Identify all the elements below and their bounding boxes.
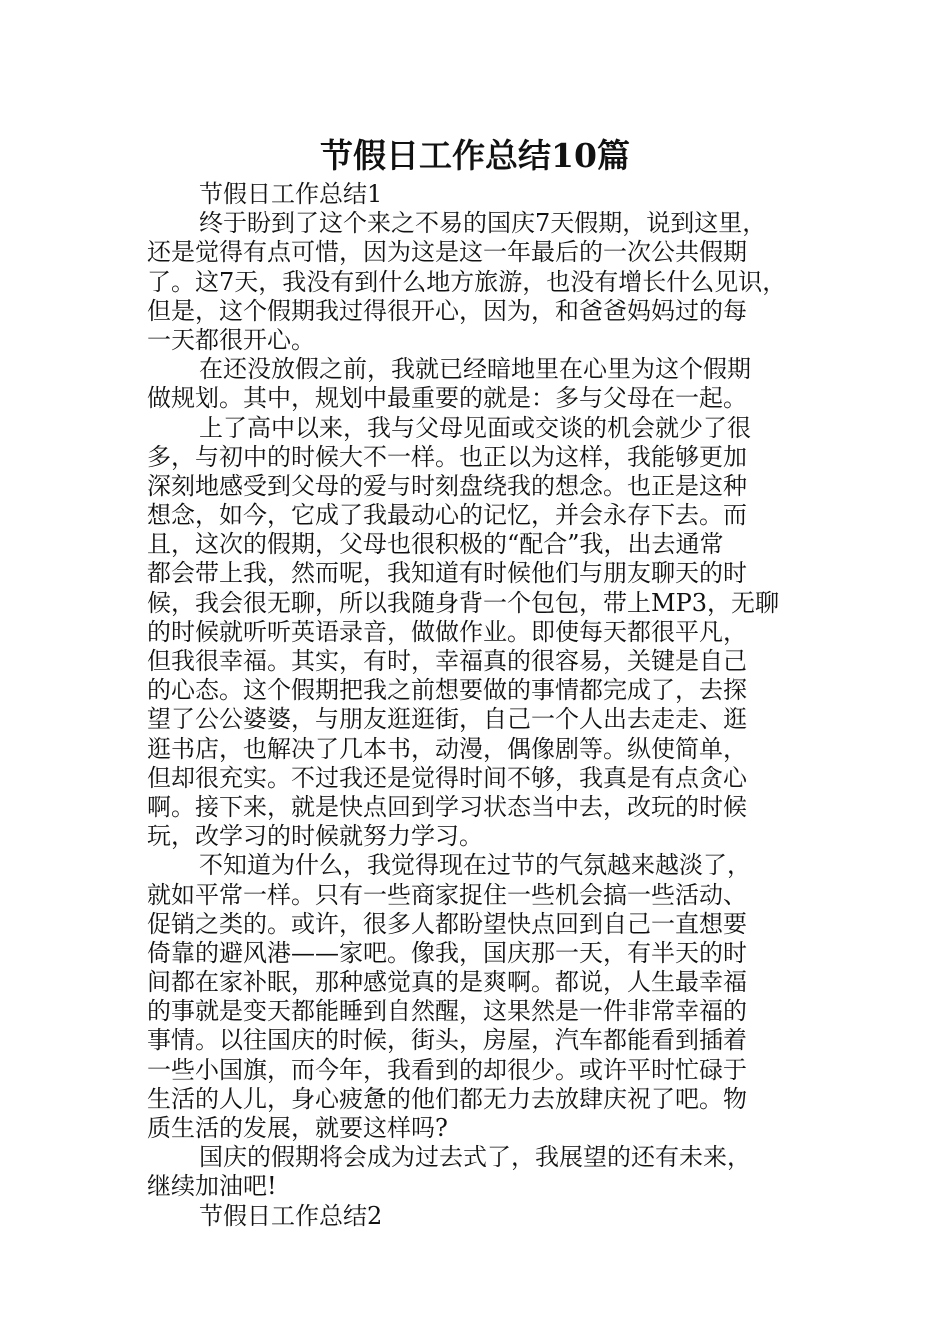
section-heading: 节假日工作总结2 <box>199 1201 383 1230</box>
text-line: 就如平常一样。只有一些商家捉住一些机会搞一些活动、 <box>147 880 747 909</box>
text-line: 事情。以往国庆的时候，街头，房屋，汽车都能看到插着 <box>147 1026 747 1055</box>
text-line: 但是，这个假期我过得很开心，因为，和爸爸妈妈过的每 <box>147 296 747 325</box>
text-line: 国庆的假期将会成为过去式了，我展望的还有未来， <box>199 1143 751 1172</box>
text-line: 逛书店，也解决了几本书，动漫，偶像剧等。纵使简单， <box>147 734 747 763</box>
text-line: 想念，如今，它成了我最动心的记忆，并会永存下去。而 <box>147 501 747 530</box>
text-line: 玩，改学习的时候就努力学习。 <box>147 822 483 851</box>
text-line: 的事就是变天都能睡到自然醒，这果然是一件非常幸福的 <box>147 997 747 1026</box>
text-line: 啊。接下来，就是快点回到学习状态当中去，改玩的时候 <box>147 792 747 821</box>
text-line: 继续加油吧! <box>147 1172 277 1201</box>
text-line: 望了公公婆婆，与朋友逛逛街，自己一个人出去走走、逛 <box>147 705 747 734</box>
text-line: 但却很充实。不过我还是觉得时间不够，我真是有点贪心 <box>147 763 747 792</box>
text-line: 促销之类的。或许，很多人都盼望快点回到自己一直想要 <box>147 909 747 938</box>
text-line: 都会带上我，然而呢，我知道有时候他们与朋友聊天的时 <box>147 559 747 588</box>
text-line: 做规划。其中，规划中最重要的就是：多与父母在一起。 <box>147 384 747 413</box>
text-line: 上了高中以来，我与父母见面或交谈的机会就少了很 <box>199 413 751 442</box>
text-line: 终于盼到了这个来之不易的国庆7天假期，说到这里， <box>199 209 767 238</box>
page-title: 节假日工作总结10篇 <box>320 136 630 175</box>
text-line: 多，与初中的时候大不一样。也正以为这样，我能够更加 <box>147 442 747 471</box>
section-heading: 节假日工作总结1 <box>199 180 383 208</box>
text-line: 在还没放假之前，我就已经暗地里在心里为这个假期 <box>199 355 751 384</box>
text-line: 深刻地感受到父母的爱与时刻盘绕我的想念。也正是这种 <box>147 471 747 500</box>
text-line: 了。这7天，我没有到什么地方旅游，也没有增长什么见识， <box>147 267 787 296</box>
text-line: 的心态。这个假期把我之前想要做的事情都完成了，去探 <box>147 676 747 705</box>
text-line: 但我很幸福。其实，有时，幸福真的很容易，关键是自己 <box>147 647 747 675</box>
text-line: 倚靠的避风港——家吧。像我，国庆那一天，有半天的时 <box>147 938 747 967</box>
text-line: 一些小国旗，而今年，我看到的却很少。或许平时忙碌于 <box>147 1055 747 1084</box>
text-line: 生活的人儿，身心疲惫的他们都无力去放肆庆祝了吧。物 <box>147 1084 747 1113</box>
document-body <box>147 180 817 1231</box>
text-line: 还是觉得有点可惜，因为这是这一年最后的一次公共假期 <box>147 238 747 267</box>
text-line: 且，这次的假期，父母也很积极的“配合”我，出去通常 <box>147 530 724 559</box>
text-line: 不知道为什么，我觉得现在过节的气氛越来越淡了， <box>199 851 751 880</box>
text-line: 间都在家补眠，那种感觉真的是爽啊。都说，人生最幸福 <box>147 968 747 997</box>
text-line: 一天都很开心。 <box>147 325 315 354</box>
text-line: 候，我会很无聊，所以我随身背一个包包，带上MP3，无聊 <box>147 588 779 617</box>
text-line: 质生活的发展，就要这样吗? <box>147 1114 448 1142</box>
text-line: 的时候就听听英语录音，做做作业。即使每天都很平凡， <box>147 617 747 646</box>
